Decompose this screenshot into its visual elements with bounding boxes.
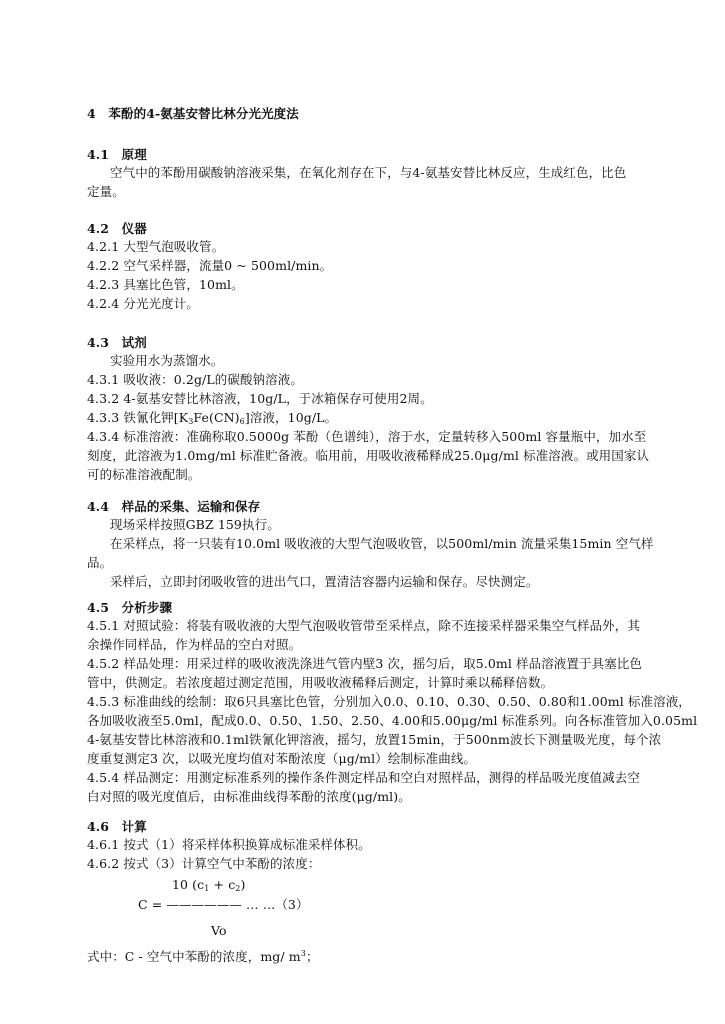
section-4-5-title: 4.5 分析步骤	[87, 600, 173, 615]
analysis-step: 4.5.1 对照试验：将装有吸收液的大型气泡吸收管带至采样点，除不连接采样器采集空气样品外，其	[87, 618, 640, 633]
analysis-step-cont: 管中，供测定。若浓度超过测定范围，用吸收液稀释后测定，计算时乘以稀释倍数。	[87, 675, 554, 690]
analysis-step-cont: 各加吸收液至5.0ml，配成0.0、0.50、1.50、2.50、4.00和5.00μg/ml 标准系列。向各标准管加入0.05ml	[87, 713, 698, 728]
analysis-step: 4.5.2 样品处理：用采过样的吸收液洗涤进气管内壁3 次，摇匀后，取5.0ml 样品溶液置于具塞比色	[87, 656, 643, 671]
reagent-item-standard-cont: 可的标准溶液配制。	[87, 467, 201, 482]
instrument-item: 4.2.3 具塞比色管，10ml。	[87, 277, 244, 292]
instrument-item: 4.2.1 大型气泡吸收管。	[87, 239, 225, 254]
reagent-intro: 实验用水为蒸馏水。	[110, 353, 224, 368]
formula-numerator: 10 $(c_1 + c_2)$	[172, 877, 246, 893]
analysis-step-cont: 度重复测定3 次，以吸光度均值对苯酚浓度（μg/ml）绘制标准曲线。	[87, 751, 477, 766]
section-4-1-title: 4.1 原理	[87, 147, 147, 162]
reagent-item: 4.3.2 4-氨基安替比林溶液，10g/L，于冰箱保存可使用2周。	[87, 391, 433, 406]
analysis-step: 4.5.3 标准曲线的绘制：取6只具塞比色管，分别加入0.0、0.10、0.30、0.50、0.80和1.00ml 标准溶液，	[87, 694, 691, 709]
analysis-step-cont: 白对照的吸光度值后，由标准曲线得苯酚的浓度(μg/ml)。	[87, 789, 411, 804]
analysis-step-cont: 余操作同样品，作为样品的空白对照。	[87, 637, 302, 652]
section-4-4-title: 4.4 样品的采集、运输和保存	[87, 499, 261, 514]
reagent-item-standard-cont: 刻度，此溶液为1.0mg/ml 标准贮备液。临用前，用吸收液稀释成25.0μg/ml 标准溶液。或用国家认	[87, 448, 650, 463]
sampling-text: 在采样点，将一只装有10.0ml 吸收液的大型气泡吸收管，以500ml/min 流量采集15min 空气样	[110, 536, 654, 551]
sampling-text: 采样后，立即封闭吸收管的进出气口，置清洁容器内运输和保存。尽快测定。	[110, 574, 539, 589]
section-4-6-title: 4.6 计算	[87, 819, 147, 834]
calc-step: 4.6.1 按式（1）将采样体积换算成标准采样体积。	[87, 837, 371, 852]
instrument-item: 4.2.2 空气采样器，流量0 ~ 500ml/min。	[87, 258, 333, 273]
section-4-title: 4 苯酚的4-氨基安替比林分光光度法	[87, 106, 299, 121]
reagent-item-ferricyanide: 4.3.3 铁氰化钾$[K_3Fe(CN)_6]$溶液，10g/L。	[87, 410, 338, 426]
reagent-item-standard: 4.3.4 标准溶液：准确称取0.5000g 苯酚（色谱纯），溶于水，定量转移入500ml 容量瓶中，加水至	[87, 429, 647, 444]
principle-text: 空气中的苯酚用碳酸钠溶液采集，在氧化剂存在下，与4-氨基安替比林反应，生成红色，比色	[110, 165, 627, 180]
formula-where: 式中：C - 空气中苯酚的浓度，mg/ $m^3$；	[87, 949, 319, 964]
reagent-item: 4.3.1 吸收液：0.2g/L的碳酸钠溶液。	[87, 372, 303, 387]
formula-line: C = —————— … …（3）	[138, 897, 309, 912]
section-4-3-title: 4.3 试剂	[87, 335, 147, 350]
principle-text-cont: 定量。	[87, 184, 125, 199]
instrument-item: 4.2.4 分光光度计。	[87, 296, 199, 311]
analysis-step-cont: 4-氨基安替比林溶液和0.1ml铁氰化钾溶液，摇匀，放置15min，于500nm波长下测量吸光度，每个浓	[87, 732, 662, 747]
formula-denominator: Vo	[211, 923, 227, 938]
sampling-text: 现场采样按照GBZ 159执行。	[110, 517, 280, 532]
sampling-text-cont: 品。	[87, 555, 113, 570]
analysis-step: 4.5.4 样品测定：用测定标准系列的操作条件测定样品和空白对照样品，测得的样品吸光度值减去空	[87, 770, 640, 785]
calc-step: 4.6.2 按式（3）计算空气中苯酚的浓度：	[87, 856, 321, 871]
section-4-2-title: 4.2 仪器	[87, 221, 147, 236]
